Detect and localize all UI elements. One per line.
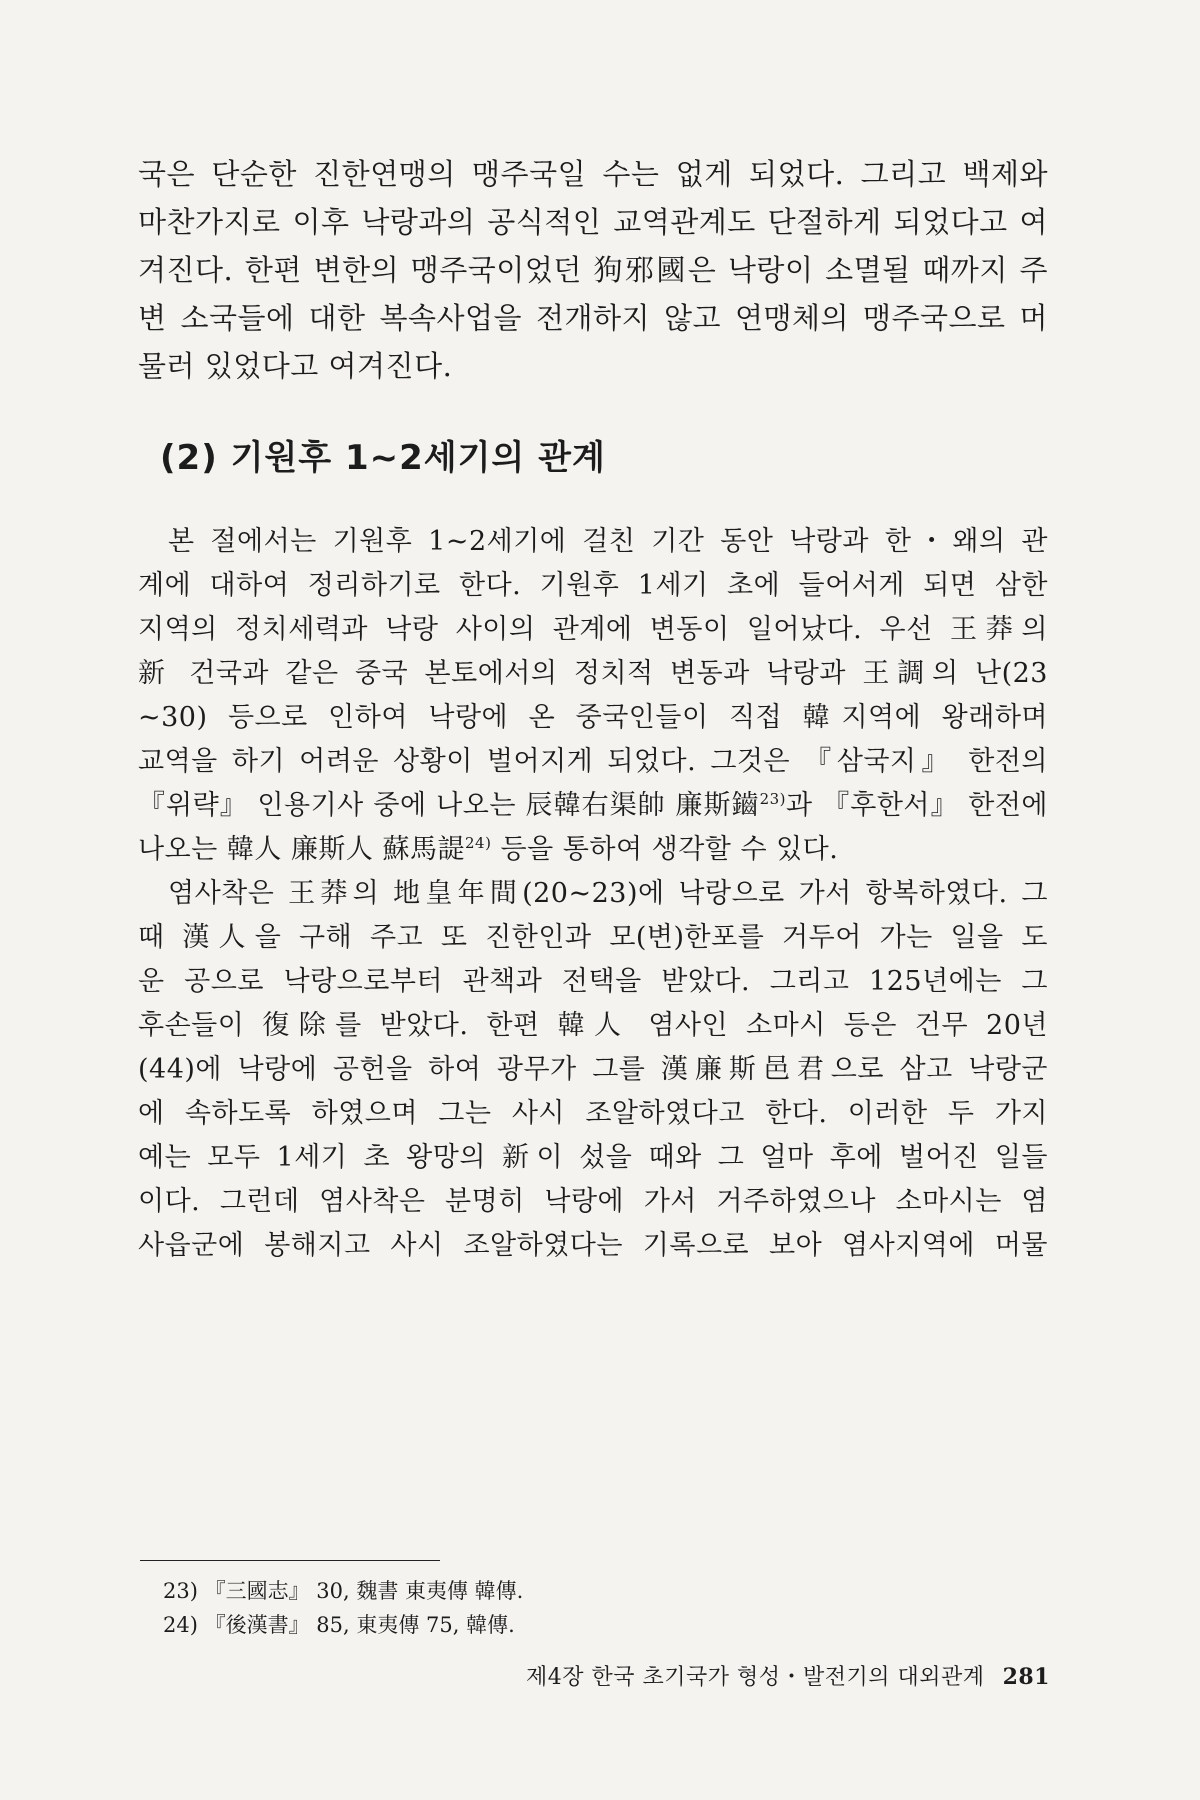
text-line: 염사착은 王莽의 地皇年間(20~23)에 낙랑으로 가서 항복하였다. 그	[168, 878, 1048, 909]
text-line: 新 건국과 같은 중국 본토에서의 정치적 변동과 낙랑과 王調의 난(23	[138, 658, 1048, 689]
text-line: ~30) 등으로 인하여 낙랑에 온 중국인들이 직접 韓지역에 왕래하며	[138, 702, 1048, 733]
footnote-ref-24[interactable]: 24)	[465, 834, 492, 852]
footnote-23: 23) 『三國志』 30, 魏書 東夷傳 韓傳.	[163, 1579, 524, 1603]
footnote-ref-23[interactable]: 23)	[759, 790, 787, 808]
text-segment: 나오는 韓人 廉斯人 蘇馬諟	[138, 834, 465, 865]
page-footer	[526, 1660, 1050, 1691]
text-line-with-footnote	[138, 784, 1048, 828]
section-heading: (2) 기원후 1~2세기의 관계	[160, 438, 606, 478]
text-line: 에 속하도록 하였으며 그는 사시 조알하였다고 한다. 이러한 두 가지	[138, 1098, 1048, 1129]
text-line: 예는 모두 1세기 초 왕망의 新이 섰을 때와 그 얼마 후에 벌어진 일들	[138, 1142, 1048, 1173]
text-line: 물러 있었다고 여겨진다.	[138, 349, 453, 383]
text-line: 본 절에서는 기원후 1~2세기에 걸친 기간 동안 낙랑과 한・왜의 관	[168, 526, 1048, 557]
text-segment: 『위략』 인용기사 중에 나오는 辰韓右渠帥 廉斯鑡	[138, 790, 760, 821]
text-line: 마찬가지로 이후 낙랑과의 공식적인 교역관계도 단절하게 되었다고 여	[138, 205, 1048, 239]
footnote-24: 24) 『後漢書』 85, 東夷傳 75, 韓傳.	[163, 1613, 515, 1637]
text-line: (44)에 낙랑에 공헌을 하여 광무가 그를 漢廉斯邑君으로 삼고 낙랑군	[138, 1054, 1048, 1085]
text-line: 운 공으로 낙랑으로부터 관책과 전택을 받았다. 그리고 125년에는 그	[138, 966, 1048, 997]
text-line: 지역의 정치세력과 낙랑 사이의 관계에 변동이 일어났다. 우선 王莽의	[138, 614, 1048, 645]
page-number: 281	[1002, 1664, 1050, 1690]
text-segment: 등을 통하여 생각할 수 있다.	[491, 834, 839, 865]
text-line: 사읍군에 봉해지고 사시 조알하였다는 기록으로 보아 염사지역에 머물	[138, 1230, 1048, 1261]
text-line: 국은 단순한 진한연맹의 맹주국일 수는 없게 되었다. 그리고 백제와	[138, 157, 1048, 191]
footnotes	[163, 1574, 963, 1642]
section-body	[138, 520, 1048, 1268]
running-header-chapter: 제4장 한국 초기국가 형성・발전기의 대외관계	[526, 1665, 985, 1690]
text-line: 때 漢人을 구해 주고 또 진한인과 모(변)한포를 거두어 가는 일을 도	[138, 922, 1048, 953]
text-segment: 과 『후한서』 한전에	[786, 790, 1048, 821]
text-line-with-footnote	[138, 828, 1048, 872]
text-line: 이다. 그런데 염사착은 분명히 낙랑에 가서 거주하였으나 소마시는 염	[138, 1186, 1048, 1217]
intro-paragraph	[138, 150, 1048, 390]
text-line: 교역을 하기 어려운 상황이 벌어지게 되었다. 그것은 『삼국지』 한전의	[138, 746, 1048, 777]
text-line: 후손들이 復除를 받았다. 한편 韓人 염사인 소마시 등은 건무 20년	[138, 1010, 1048, 1041]
text-line: 겨진다. 한편 변한의 맹주국이었던 狗邪國은 낙랑이 소멸될 때까지 주	[138, 253, 1048, 287]
text-line: 계에 대하여 정리하기로 한다. 기원후 1세기 초에 들어서게 되면 삼한	[138, 570, 1048, 601]
text-line: 변 소국들에 대한 복속사업을 전개하지 않고 연맹체의 맹주국으로 머	[138, 301, 1048, 335]
footnote-divider	[140, 1560, 440, 1561]
